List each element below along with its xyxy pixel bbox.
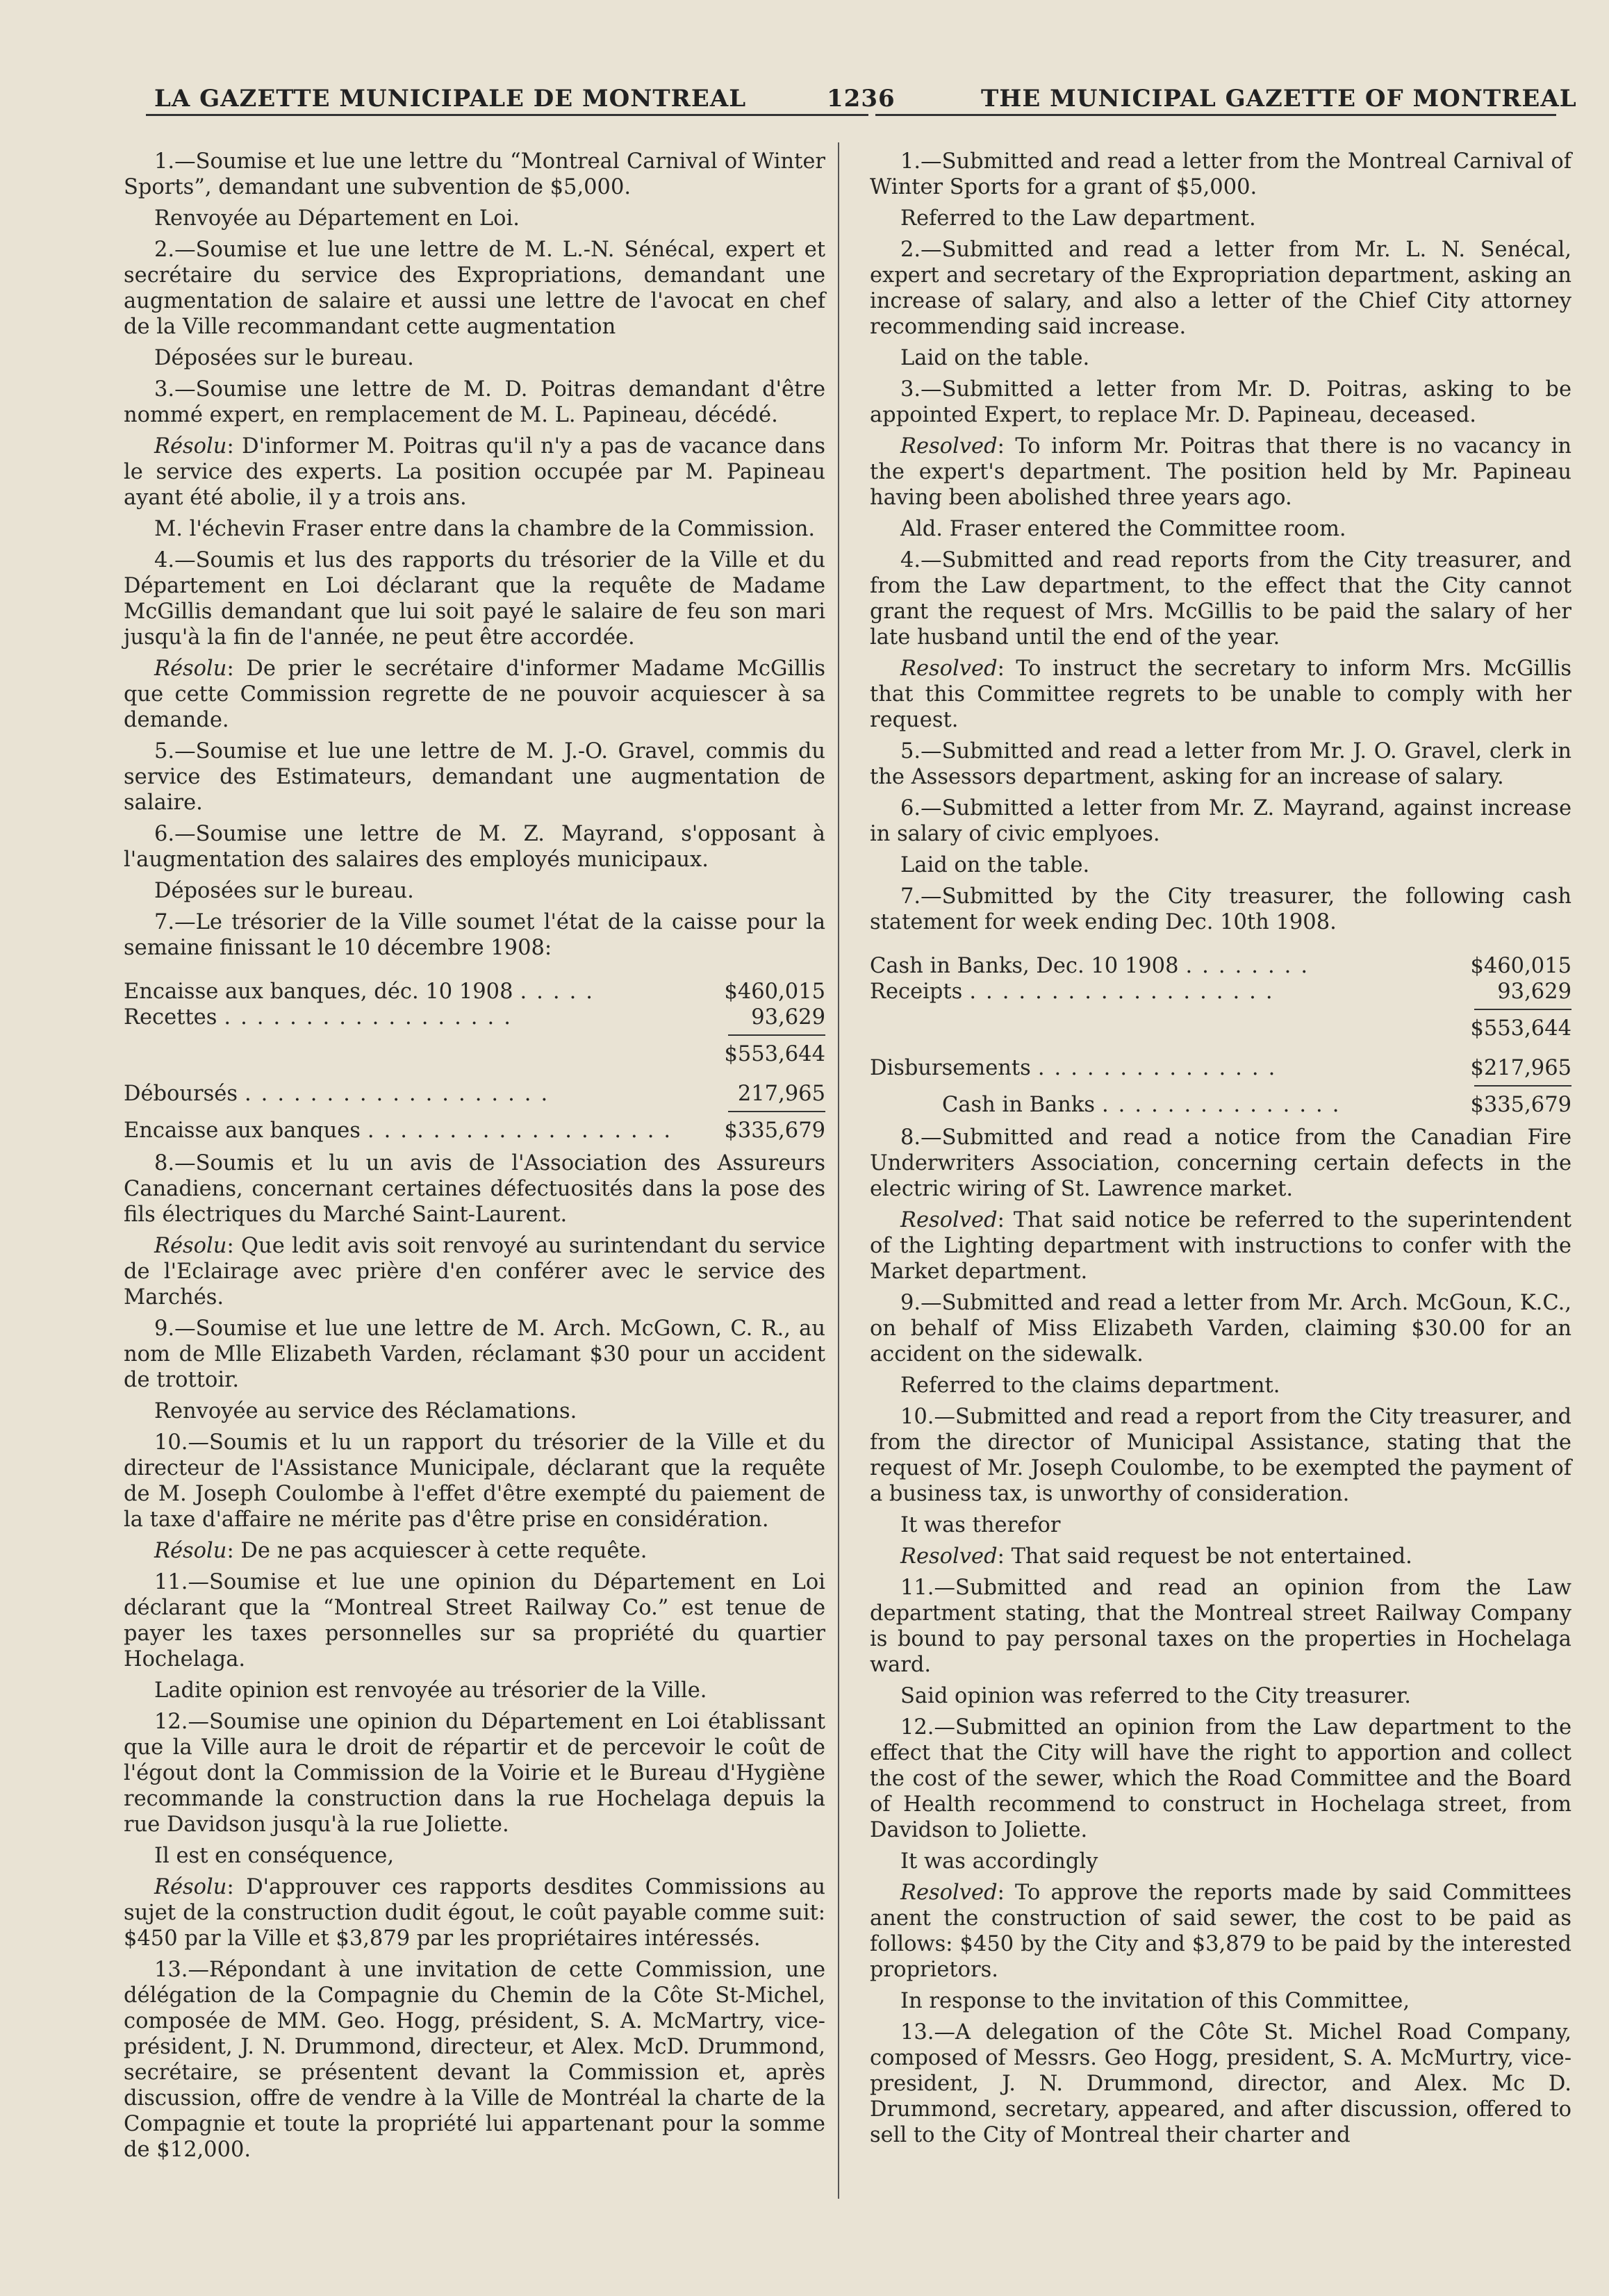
en-item-4-resolution: Resolved: To instruct the secretary to inform Mrs. McGillis that this Committee regrets to be unable to comply with her request.: [870, 656, 1571, 732]
stmt-row: Receipts ................... 93,629: [870, 980, 1571, 1004]
english-column: [870, 149, 1571, 2154]
en-item-12-note: It was accordingly: [900, 1849, 1098, 1874]
en-item-10-note: It was therefor: [900, 1513, 1061, 1537]
stmt-row: Recettes .................. 93,629: [124, 1005, 825, 1030]
en-item-10: 10.—Submitted and read a report from the City treasurer, and from the director of Municipal Assistance, stating that the request of Mr. Joseph Coulombe, to be exempted the payment of a business tax, is unworthy of consideration.: [870, 1405, 1571, 1506]
resolved-label: Resolved: [900, 434, 998, 459]
fr-cash-statement: [124, 979, 825, 1143]
fr-item-3-note: M. l'échevin Fraser entre dans la chambre de la Commission.: [154, 517, 816, 541]
stmt-row: Cash in Banks ............... $335,679: [942, 1093, 1571, 1117]
header-rule-right: [875, 114, 1556, 116]
en-item-4: 4.—Submitted and read reports from the City treasurer, and from the Law department, to the effect that the City cannot grant the request of Mrs. McGillis to be paid the salary of her late husband until the end of the year.: [870, 548, 1571, 650]
en-item-2: 2.—Submitted and read a letter from Mr. L. N. Senécal, expert and secretary of the Expropriation department, asking an increase of salary, and also a letter of the Chief City attorney recommending said increase.: [870, 238, 1571, 339]
fr-item-9: 9.—Soumise et lue une lettre de M. Arch. McGown, C. R., au nom de Mlle Elizabeth Varden, réclamant $30 pour un accident de trottoir.: [124, 1316, 825, 1392]
fr-item-12-resolution: Résolu: D'approuver ces rapports desdites Commissions au sujet de la construction dudit égout, le coût payable comme suit: $450 par la Ville et $3,879 par les propriétaires intéressés.: [124, 1875, 825, 1951]
en-item-11: 11.—Submitted and read an opinion from the Law department stating, that the Montreal street Railway Company is bound to pay personal taxes on the properties in Hochelaga ward.: [870, 1576, 1571, 1677]
fr-item-2: 2.—Soumise et lue une lettre de M. L.-N. Sénécal, expert et secrétaire du service des Expropriations, demandant une augmentation de salaire et aussi une lettre de l'avocat en chef de la Ville recommandant cette augmentation: [124, 238, 825, 339]
en-cash-statement: [870, 953, 1571, 1118]
header-left-title: LA GAZETTE MUNICIPALE DE MONTREAL: [154, 85, 747, 113]
en-item-3: 3.—Submitted a letter from Mr. D. Poitras, asking to be appointed Expert, to replace Mr. D. Papineau, deceased.: [870, 377, 1571, 427]
header-rule-left: [146, 114, 868, 116]
en-item-6: 6.—Submitted a letter from Mr. Z. Mayrand, against increase in salary of civic emplyoes.: [870, 796, 1571, 846]
stmt-row: Encaisse aux banques ................... $335,679: [124, 1118, 825, 1143]
stmt-row: Encaisse aux banques, déc. 10 1908 ..... $460,015: [124, 980, 825, 1004]
en-item-12: 12.—Submitted an opinion from the Law department to the effect that the City will have the right to apportion and collect the cost of the sewer, which the Road Committee and the Board of Health recommend to construct in Hochelaga street, from Davidson to Joliette.: [870, 1715, 1571, 1842]
fr-item-8-resolution: Résolu: Que ledit avis soit renvoyé au surintendant du service de l'Eclairage avec prière d'en conférer avec le service des Marchés.: [124, 1234, 825, 1310]
stmt-row: Cash in Banks, Dec. 10 1908 ........ $460,015: [870, 954, 1571, 978]
stmt-row: Disbursements ............... $217,965: [870, 1056, 1571, 1080]
en-item-6-decision: Laid on the table.: [900, 853, 1090, 877]
fr-item-2-decision: Déposées sur le bureau.: [154, 346, 414, 370]
fr-item-4: 4.—Soumis et lus des rapports du trésorier de la Ville et du Département en Loi déclarant que la requête de Madame McGillis demandant que lui soit payé le salaire de feu son mari jusqu'à la fin de l'année, ne peut être accordée.: [124, 548, 825, 650]
fr-item-11-decision: Ladite opinion est renvoyée au trésorier de la Ville.: [154, 1678, 707, 1703]
fr-item-3: 3.—Soumise une lettre de M. D. Poitras demandant d'être nommé expert, en remplacement de M. L. Papineau, décédé.: [124, 377, 825, 427]
header-right-title: THE MUNICIPAL GAZETTE OF MONTREAL: [981, 85, 1577, 113]
column-divider: [838, 142, 839, 2199]
en-item-8-resolution: Resolved: That said notice be referred to the superintendent of the Lighting department with instructions to confer with the Market department.: [870, 1208, 1571, 1284]
en-item-9: 9.—Submitted and read a letter from Mr. Arch. McGoun, K.C., on behalf of Miss Elizabeth Varden, claiming $30.00 for an accident on the sidewalk.: [870, 1291, 1571, 1366]
fr-item-13: 13.—Répondant à une invitation de cette Commission, une délégation de la Compagnie du Chemin de la Côte St-Michel, composée de MM. Geo. Hogg, président, S. A. McMartry, vice-président, J. N. Drummond, directeur, et Alex. McD. Drummond, secrétaire, se présentent devant la Commission et, après discussion, offre de vendre à la Ville de Montréal la charte de la Compagnie et toute la propriété lui appartenant pour la somme de $12,000.: [124, 1958, 825, 2162]
fr-item-8: 8.—Soumis et lu un avis de l'Association des Assureurs Canadiens, concernant certaines défectuosités dans la pose des fils électriques du Marché Saint-Laurent.: [124, 1151, 825, 1227]
en-item-2-decision: Laid on the table.: [900, 346, 1090, 370]
en-item-3-note: Ald. Fraser entered the Committee room.: [900, 517, 1346, 541]
stmt-total: $553,644: [724, 1042, 825, 1066]
en-item-12-resolution: Resolved: To approve the reports made by said Committees anent the construction of said sewer, the cost to be paid as follows: $450 by the City and $3,879 to be paid by the interested proprietors.: [870, 1881, 1571, 1982]
fr-item-1-decision: Renvoyée au Département en Loi.: [154, 206, 520, 231]
en-item-13: 13.—A delegation of the Côte St. Michel Road Company, composed of Messrs. Geo Hogg, president, S. A. McMurtry, vice-president, J. N. Drummond, director, and Alex. Mc D. Drummond, secretary, appeared, and after discussion, offered to sell to the City of Montreal their charter and: [870, 2020, 1571, 2147]
fr-item-5: 5.—Soumise et lue une lettre de M. J.-O. Gravel, commis du service des Estimateurs, demandant une augmentation de salaire.: [124, 739, 825, 815]
fr-item-3-resolution: Résolu: D'informer M. Poitras qu'il n'y a pas de vacance dans le service des experts. La position occupée par M. Papineau ayant été abolie, il y a trois ans.: [124, 434, 825, 510]
stmt-row: Déboursés ................... 217,965: [124, 1082, 825, 1106]
fr-item-12-note: Il est en conséquence,: [154, 1844, 395, 1868]
en-item-1-decision: Referred to the Law department.: [900, 206, 1256, 231]
french-column: [124, 149, 825, 2168]
fr-item-7: 7.—Le trésorier de la Ville soumet l'état de la caisse pour la semaine finissant le 10 décembre 1908:: [124, 910, 825, 960]
en-item-9-decision: Referred to the claims department.: [900, 1373, 1280, 1398]
en-item-10-resolution: Resolved: That said request be not entertained.: [900, 1544, 1412, 1569]
en-item-5: 5.—Submitted and read a letter from Mr. J. O. Gravel, clerk in the Assessors department, asking for an increase of salary.: [870, 739, 1571, 789]
page-header: [0, 78, 1609, 119]
resolu-label: Résolu: [154, 434, 227, 459]
page-number: 1236: [827, 85, 896, 113]
fr-item-1: 1.—Soumise et lue une lettre du “Montreal Carnival of Winter Sports”, demandant une subvention de $5,000.: [124, 149, 825, 199]
fr-item-4-resolution: Résolu: De prier le secrétaire d'informer Madame McGillis que cette Commission regrette de ne pouvoir acquiescer à sa demande.: [124, 656, 825, 732]
fr-item-6-decision: Déposées sur le bureau.: [154, 879, 414, 903]
en-item-1: 1.—Submitted and read a letter from the Montreal Carnival of Winter Sports for a grant of $5,000.: [870, 149, 1571, 199]
fr-item-6: 6.—Soumise une lettre de M. Z. Mayrand, s'opposant à l'augmentation des salaires des employés municipaux.: [124, 822, 825, 872]
en-item-13-intro: In response to the invitation of this Committee,: [900, 1989, 1410, 2013]
en-item-11-decision: Said opinion was referred to the City treasurer.: [900, 1684, 1411, 1708]
en-item-3-resolution: Resolved: To inform Mr. Poitras that there is no vacancy in the expert's department. The position held by Mr. Papineau having been abolished three years ago.: [870, 434, 1571, 510]
fr-item-12: 12.—Soumise une opinion du Département en Loi établissant que la Ville aura le droit de répartir et de percevoir le coût de l'égout dont la Commission de la Voirie et le Bureau d'Hygiène recommande la construction dans la rue Hochelaga depuis la rue Davidson jusqu'à la rue Joliette.: [124, 1710, 825, 1837]
fr-item-11: 11.—Soumise et lue une opinion du Département en Loi déclarant que la “Montreal Street Railway Co.” est tenue de payer les taxes personnelles sur sa propriété du quartier Hochelaga.: [124, 1570, 825, 1671]
stmt-total: $553,644: [1470, 1016, 1571, 1041]
fr-item-9-decision: Renvoyée au service des Réclamations.: [154, 1399, 577, 1423]
resolu-label: Résolu: [154, 656, 227, 681]
en-item-7: 7.—Submitted by the City treasurer, the following cash statement for week ending Dec. 10th 1908.: [870, 884, 1571, 934]
en-item-8: 8.—Submitted and read a notice from the Canadian Fire Underwriters Association, concerning certain defects in the electric wiring of St. Lawrence market.: [870, 1125, 1571, 1201]
fr-item-10: 10.—Soumis et lu un rapport du trésorier de la Ville et du directeur de l'Assistance Municipale, déclarant que la requête de M. Joseph Coulombe à l'effet d'être exempté du paiement de la taxe d'affaire ne mérite pas d'être prise en considération.: [124, 1430, 825, 1532]
fr-item-10-resolution: Résolu: De ne pas acquiescer à cette requête.: [154, 1539, 647, 1563]
